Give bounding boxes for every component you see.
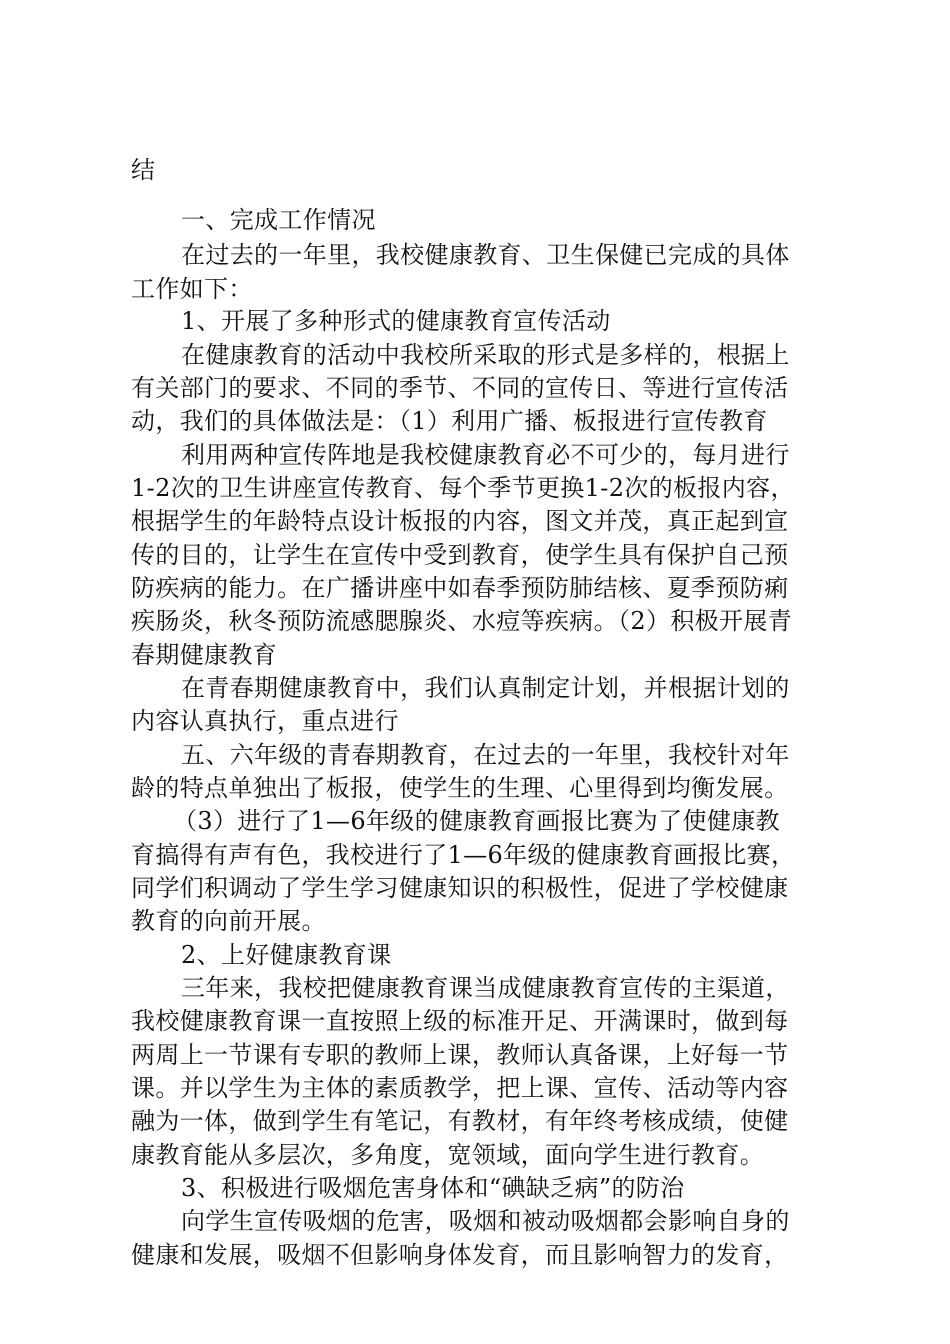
subsection-heading: 3、积极进行吸烟危害身体和“碘缺乏病”的防治 (181, 1174, 685, 1202)
text-line: 结 (131, 156, 156, 184)
text-line: 疾肠炎，秋冬预防流感腮腺炎、水痘等疾病。（2）积极开展青 (131, 607, 793, 635)
text-line: 育搞得有声有色，我校进行了1—6年级的健康教育画报比赛， (131, 841, 796, 869)
text-line: 同学们积调动了学生学习健康知识的积极性，促进了学校健康 (131, 874, 789, 902)
text-line: 利用两种宣传阵地是我校健康教育必不可少的，每月进行 (181, 441, 790, 469)
text-line: 工作如下： (131, 275, 253, 303)
text-line: 动，我们的具体做法是：（1）利用广播、板报进行宣传教育 (131, 407, 768, 435)
text-line: 康教育能从多层次，多角度，宽领域，面向学生进行教育。 (131, 1141, 765, 1169)
text-line: 内容认真执行，重点进行 (131, 707, 399, 735)
text-line: 根据学生的年龄特点设计板报的内容，图文并茂，真正起到宣 (131, 507, 789, 535)
text-line: 课。并以学生为主体的素质教学，把上课、宣传、活动等内容 (131, 1074, 789, 1102)
text-line: 五、六年级的青春期教育，在过去的一年里，我校针对年 (181, 741, 790, 769)
section-heading: 一、完成工作情况 (181, 206, 376, 234)
text-line: 教育的向前开展。 (131, 907, 326, 935)
text-line: 我校健康教育课一直按照上级的标准开足、开满课时，做到每 (131, 1007, 789, 1035)
subsection-heading: 2、上好健康教育课 (181, 941, 392, 969)
text-line: 传的目的，让学生在宣传中受到教育，使学生具有保护自己预 (131, 541, 789, 569)
text-line: 龄的特点单独出了板报，使学生的生理、心里得到均衡发展。 (131, 774, 789, 802)
text-line: 三年来，我校把健康教育课当成健康教育宣传的主渠道， (181, 974, 790, 1002)
text-line: 向学生宣传吸烟的危害，吸烟和被动吸烟都会影响自身的 (181, 1207, 790, 1235)
subsection-heading: 1、开展了多种形式的健康教育宣传活动 (181, 307, 611, 335)
text-line: 在健康教育的活动中我校所采取的形式是多样的，根据上 (181, 341, 790, 369)
text-line: 春期健康教育 (131, 641, 278, 669)
text-line: 在过去的一年里，我校健康教育、卫生保健已完成的具体 (181, 241, 790, 269)
text-line: 防疾病的能力。在广播讲座中如春季预防肺结核、夏季预防痢 (131, 574, 789, 602)
text-line: 在青春期健康教育中，我们认真制定计划，并根据计划的 (181, 674, 790, 702)
text-line: 健康和发展，吸烟不但影响身体发育，而且影响智力的发育， (131, 1241, 789, 1269)
text-line: 两周上一节课有专职的教师上课，教师认真备课，上好每一节 (131, 1041, 789, 1069)
text-line: （3）进行了1—6年级的健康教育画报比赛为了使健康教 (173, 807, 780, 835)
text-line: 1-2次的卫生讲座宣传教育、每个季节更换1-2次的板报内容， (131, 474, 795, 502)
text-line: 融为一体，做到学生有笔记，有教材，有年终考核成绩，使健 (131, 1107, 789, 1135)
text-line: 有关部门的要求、不同的季节、不同的宣传日、等进行宣传活 (131, 374, 789, 402)
